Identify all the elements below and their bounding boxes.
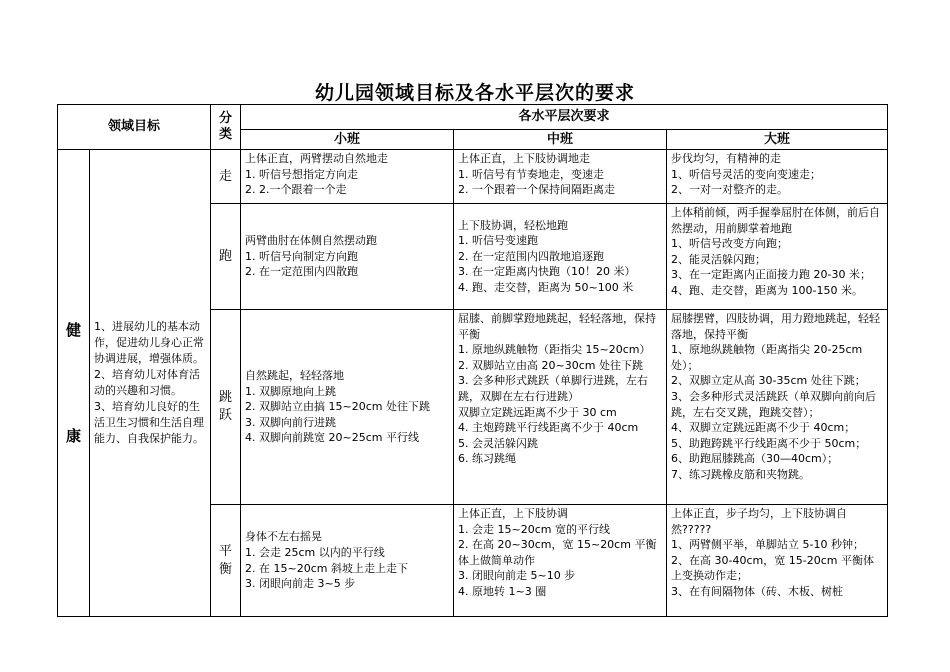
text-line: 1. 听信号有节奏地走，变速走: [458, 167, 605, 181]
text-line: 2. 在高 20~30cm，宽 15~20cm 平衡体上做简单动作: [458, 538, 657, 567]
text-line: 双脚立定跳远距离不少于 30 cm: [458, 405, 617, 419]
walk-small: [241, 150, 454, 204]
text-line: 1、两臂侧平举，单脚站立 5-10 秒钟；: [671, 538, 864, 552]
text-line: 屈膝摆臂，四肢协调，用力蹬地跳起，轻轻落地，保持平衡: [671, 312, 881, 341]
text-line: 2. 双脚站立由高 20~30cm 处往下跳: [458, 358, 643, 372]
text-line: 3、在有间隔物体（砖、木板、树桩: [671, 584, 844, 598]
text-line: 2、双脚立定从高 30-35cm 处往下跳；: [671, 374, 866, 388]
text-line: 2、能灵活躲闪跑；: [671, 252, 767, 266]
text-line: 1、听信号改变方向跑；: [671, 237, 789, 251]
page-title: 幼儿园领域目标及各水平层次的要求: [314, 82, 635, 104]
text-line: 4. 跑、走交替，距离为 50~100 米: [458, 280, 634, 294]
text-line: 4、双脚立定跳远距离不少于 40cm；: [671, 421, 856, 435]
goal-2: 2、培育幼儿对体育活动的兴趣和习惯。: [94, 368, 200, 397]
text-line: 上体稍前倾，两手握拳屈肘在体侧，前后自然摆动，用前脚掌着地跑: [671, 206, 881, 235]
category-run: 跑: [211, 204, 241, 310]
text-line: 上体正直，上下肢协调地走: [458, 152, 591, 165]
header-small: 小班: [241, 130, 454, 150]
text-line: 1. 双脚原地向上跳: [245, 384, 337, 398]
text-line: 1、听信号灵活的变向变速走；: [671, 167, 822, 181]
category-balance: 平 衡: [211, 505, 241, 617]
text-line: 两臂曲肘在体侧自然摆动跑: [245, 234, 378, 248]
header-category: 分 类: [211, 105, 241, 150]
balance-small: [241, 505, 454, 617]
text-line: 上体正直，步子均匀，上下肢协调自然?????: [671, 507, 848, 536]
goal-1: 1、进展幼儿的基本动作，促进幼儿身心正常协调进展，增强体质。: [94, 320, 204, 365]
jump-middle: [454, 310, 667, 505]
text-line: 3. 在一定距离内快跑（10！20 米）: [458, 265, 636, 279]
text-line: 3. 会多种形式跳跃（单脚行进跳，左右跳，双脚在左右行进跳）: [458, 374, 649, 403]
run-large: [667, 204, 888, 310]
text-line: 自然跳起，轻轻落地: [245, 369, 345, 383]
row-walk: [58, 150, 888, 204]
text-line: 4. 主炮跨跳平行线距离不少于 40cm: [458, 421, 639, 435]
text-line: 2. 2.一个跟着一个走: [245, 183, 347, 197]
requirements-table: [57, 104, 888, 617]
header-middle: 中班: [454, 130, 667, 150]
text-line: 3. 双脚向前行进跳: [245, 415, 337, 429]
text-line: 2、在高 30-40cm，宽 15-20cm 平衡体上变换动作走；: [671, 553, 874, 583]
text-line: 屈膝、前脚掌蹬地跳起，轻轻落地，保持平衡: [458, 312, 657, 341]
text-line: 2. 一个跟着一个保持间隔距离走: [458, 183, 616, 197]
text-line: 身体不左右摇晃: [245, 530, 323, 544]
header-goal: 领域目标: [58, 105, 211, 150]
text-line: 1. 听信号想指定方向走: [245, 167, 359, 181]
goal-cell: [90, 150, 211, 617]
walk-large: [667, 150, 888, 204]
category-walk: 走: [211, 150, 241, 204]
text-line: 3. 闭眼向前走 5~10 步: [458, 569, 576, 583]
text-line: 2、一对一对整齐的走。: [671, 183, 789, 197]
domain-cell: [58, 150, 90, 617]
text-line: 6、助跑屈膝跳高（30—40cm）；: [671, 452, 839, 466]
domain-char-2: 康: [65, 427, 81, 445]
text-line: 2. 双脚站立由搞 15~20cm 处往下跳: [245, 400, 430, 414]
jump-small: [241, 310, 454, 505]
text-line: 5. 会灵活躲闪跳: [458, 436, 539, 450]
balance-middle: [454, 505, 667, 617]
text-line: 上体正直，两臂摆动自然地走: [245, 152, 389, 165]
text-line: 2. 在一定范围内四散地追逐跑: [458, 249, 605, 263]
text-line: 1. 会走 25cm 以内的平行线: [245, 545, 385, 559]
text-line: 1. 原地纵跳触物（距指尖 15~20cm）: [458, 343, 651, 357]
text-line: 1. 听信号向制定方向跑: [245, 249, 359, 263]
text-line: 1. 听信号变速跑: [458, 234, 539, 248]
text-line: 1、原地纵跳触物（距离指尖 20-25cm 处）；: [671, 343, 863, 372]
text-line: 步伐均匀，有精神的走: [671, 152, 782, 165]
balance-large: [667, 505, 888, 617]
text-line: 5、助跑跨跳平行线距离不少于 50cm；: [671, 436, 867, 450]
text-line: 上体正直，上下肢协调: [458, 507, 569, 520]
text-line: 3、在一定距离内正面接力跑 20-30 米；: [671, 268, 871, 282]
domain-char-1: 健: [65, 321, 81, 339]
text-line: 7、练习跳橡皮筋和夹物跳。: [671, 467, 811, 481]
goal-3: 3、培育幼儿良好的生活卫生习惯和生活自理能力、自我保护能力。: [94, 400, 204, 445]
text-line: 4、跑、走交替，距离为 100-150 米。: [671, 283, 863, 297]
text-line: 4. 双脚向前跳宽 20~25cm 平行线: [245, 431, 419, 445]
text-line: 6. 练习跳绳: [458, 452, 517, 466]
text-line: 2. 在一定范围内四散跑: [245, 265, 359, 279]
header-levels: 各水平层次要求: [241, 105, 888, 130]
jump-large: [667, 310, 888, 505]
header-large: 大班: [667, 130, 888, 150]
text-line: 3. 闭眼向前走 3~5 步: [245, 577, 356, 591]
category-jump: 跳 跃: [211, 310, 241, 505]
text-line: 2. 在 15~20cm 斜坡上走上走下: [245, 561, 408, 575]
text-line: 上下肢协调，轻松地跑: [458, 218, 569, 232]
text-line: 3、会多种形式灵活跳跃（单双脚向前向后跳，左右交叉跳，跑跳交替）；: [671, 389, 877, 419]
text-line: 4. 原地转 1~3 圈: [458, 584, 547, 598]
run-middle: [454, 204, 667, 310]
walk-middle: [454, 150, 667, 204]
text-line: 1. 会走 15~20cm 宽的平行线: [458, 522, 610, 536]
run-small: [241, 204, 454, 310]
